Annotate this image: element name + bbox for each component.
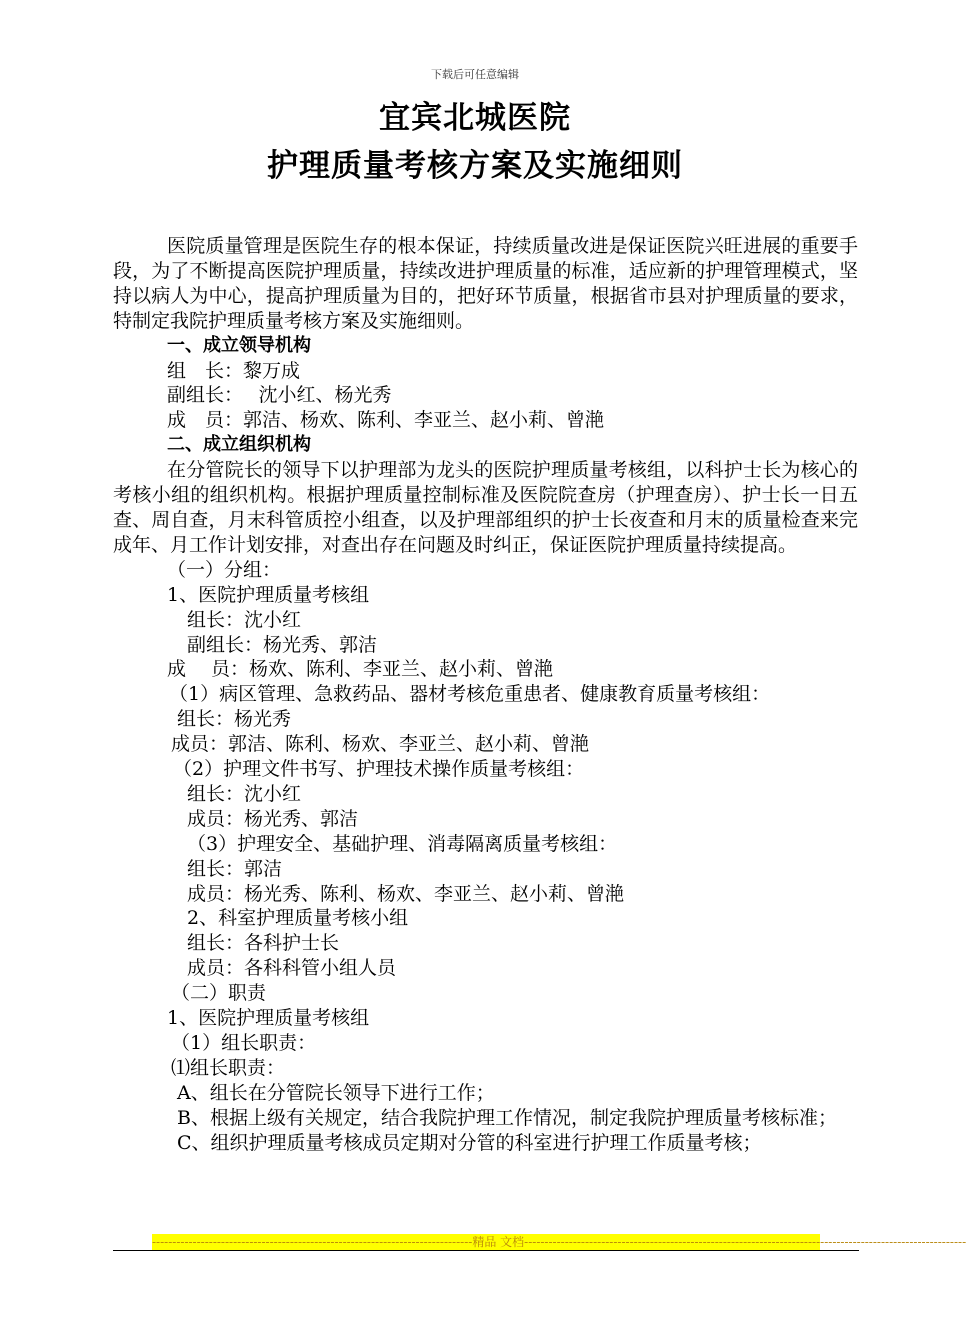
group2-title: 2、科室护理质量考核小组 (187, 907, 409, 930)
sub1-members: 成员：郭洁、陈利、杨欢、李亚兰、赵小莉、曾滟 (171, 733, 590, 756)
sub3-leader: 组长：郭洁 (187, 857, 283, 880)
intro-paragraph: 医院质量管理是医院生存的根本保证，持续质量改进是保证医院兴旺进展的重要手段，为了不断提高医院护理质量，持续改进护理质量的标准，适应新的护理管理模式，坚持以病人为中心，提高护理质量为目的，把好环节质量，根据省市县对护理质量的要求，特制定我院护理质量考核方案及实施细则。 (113, 235, 858, 332)
grouping-heading: （一）分组： (167, 558, 282, 581)
sub3-members: 成员：杨光秀、陈利、杨欢、李亚兰、赵小莉、曾滟 (187, 882, 625, 905)
sub3-title: （3）护理安全、基础护理、消毒隔离质量考核组： (187, 832, 618, 855)
header-note: 下载后可任意编辑 (431, 68, 519, 81)
footer-dashes-right: ------------------------------------------------------------------------------------------------------------- (524, 1235, 966, 1249)
section2-heading: 二、成立组织机构 (167, 434, 311, 456)
sub1-title: （1）病区管理、急救药品、器材考核危重患者、健康教育质量考核组： (169, 683, 771, 706)
duties-group-title: 1、医院护理质量考核组 (167, 1007, 370, 1030)
sub2-title: （2）护理文件书写、护理技术操作质量考核组： (173, 758, 585, 781)
section1-heading: 一、成立领导机构 (167, 334, 311, 356)
leader-line: 组 长：黎万成 (167, 359, 301, 382)
footer-dashes-left: ------------------------------------------------------------------------------- (152, 1235, 473, 1249)
footer-banner (152, 1234, 966, 1251)
footer-text: 精品 文档 (472, 1235, 525, 1249)
duties-heading: （二）职责 (171, 982, 267, 1005)
duty-sub1: （1）组长职责： (171, 1032, 317, 1054)
deputy-line: 副组长： 沈小红、杨光秀 (167, 384, 392, 407)
hospital-title: 宜宾北城医院 (379, 100, 571, 136)
group1-leader: 组长：沈小红 (187, 608, 302, 631)
duty-c: C、组织护理质量考核成员定期对分管的科室进行护理工作质量考核； (177, 1131, 762, 1154)
group2-leader: 组长：各科护士长 (187, 932, 340, 955)
group1-title: 1、医院护理质量考核组 (167, 583, 370, 606)
sub2-leader: 组长：沈小红 (187, 782, 302, 805)
members-line: 成 员：郭洁、杨欢、陈利、李亚兰、赵小莉、曾滟 (167, 409, 605, 432)
duty-sub1b: ⑴组长职责： (171, 1056, 286, 1079)
group2-members: 成员：各科科管小组人员 (187, 957, 397, 980)
sub1-leader: 组长：杨光秀 (177, 708, 292, 731)
duty-b: B、根据上级有关规定，结合我院护理工作情况，制定我院护理质量考核标准； (177, 1106, 837, 1129)
group1-members: 成 员：杨欢、陈利、李亚兰、赵小莉、曾滟 (167, 658, 554, 681)
sub2-members: 成员：杨光秀、郭洁 (187, 807, 359, 830)
footer-rule (113, 1250, 859, 1251)
duty-a: A、组长在分管院长领导下进行工作； (177, 1081, 495, 1104)
group1-deputy: 副组长：杨光秀、郭洁 (187, 633, 378, 656)
document-title: 护理质量考核方案及实施细则 (267, 148, 683, 184)
document-body (113, 234, 858, 1156)
section2-paragraph: 在分管院长的领导下以护理部为龙头的医院护理质量考核组，以科护士长为核心的考核小组的组织机构。根据护理质量控制标准及医院院查房（护理查房）、护士长一日五查、周自查，月末科管质控小组查，以及护理部组织的护士长夜查和月末的质量检查来完成年、月工作计划安排，对查出存在问题及时纠正，保证医院护理质量持续提高。 (113, 459, 858, 556)
